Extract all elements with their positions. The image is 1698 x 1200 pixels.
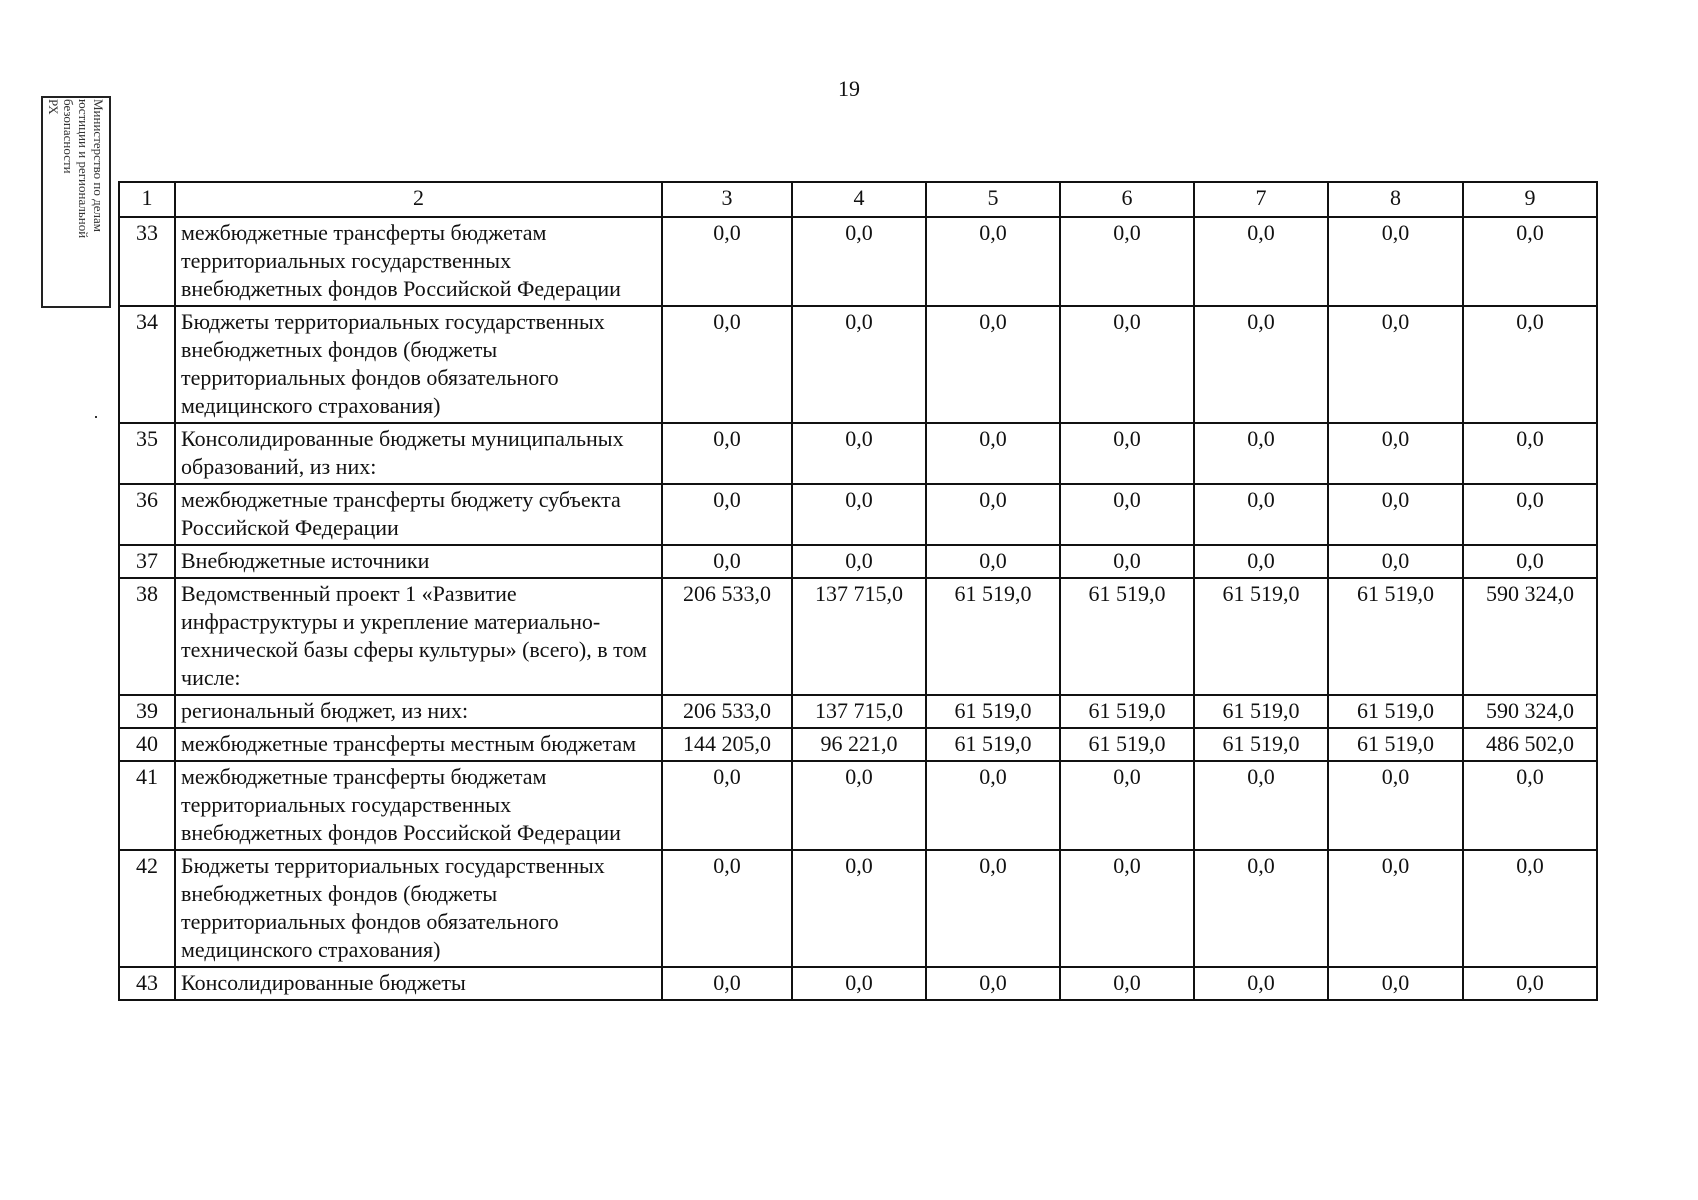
row-label: региональный бюджет, из них:: [175, 695, 662, 728]
value-cell: 0,0: [792, 484, 926, 545]
value-cell: 0,0: [1060, 850, 1194, 967]
row-label: Внебюджетные источники: [175, 545, 662, 578]
value-cell: 0,0: [1463, 423, 1597, 484]
value-cell: 61 519,0: [1194, 578, 1328, 695]
stamp-text: [46, 99, 106, 305]
value-cell: 0,0: [1194, 484, 1328, 545]
table-body: [119, 217, 1597, 1000]
value-cell: 0,0: [926, 967, 1060, 1000]
value-cell: 0,0: [926, 761, 1060, 850]
value-cell: 137 715,0: [792, 578, 926, 695]
value-cell: 0,0: [926, 217, 1060, 306]
row-number: 34: [119, 306, 175, 423]
table-row: [119, 484, 1597, 545]
value-cell: 0,0: [1194, 545, 1328, 578]
value-cell: 0,0: [926, 306, 1060, 423]
row-number: 38: [119, 578, 175, 695]
column-header-4: 4: [792, 182, 926, 217]
stamp-line: РХ: [46, 99, 61, 115]
row-number: 37: [119, 545, 175, 578]
value-cell: 61 519,0: [1194, 695, 1328, 728]
value-cell: 0,0: [1194, 967, 1328, 1000]
value-cell: 0,0: [1463, 484, 1597, 545]
row-number: 41: [119, 761, 175, 850]
value-cell: 61 519,0: [1060, 728, 1194, 761]
table-row: [119, 850, 1597, 967]
value-cell: 0,0: [1060, 967, 1194, 1000]
value-cell: 0,0: [1060, 423, 1194, 484]
value-cell: 0,0: [1328, 545, 1463, 578]
value-cell: 590 324,0: [1463, 695, 1597, 728]
value-cell: 0,0: [792, 967, 926, 1000]
row-label: Ведомственный проект 1 «Развитие инфраструктуры и укрепление материально-технической базы сферы культуры» (всего), в том числе:: [175, 578, 662, 695]
value-cell: 0,0: [792, 306, 926, 423]
value-cell: 0,0: [662, 423, 792, 484]
value-cell: 0,0: [1060, 761, 1194, 850]
value-cell: 0,0: [1194, 761, 1328, 850]
value-cell: 0,0: [1194, 850, 1328, 967]
row-label: Бюджеты территориальных государственных внебюджетных фондов (бюджеты территориальных фондов обязательного медицинского страхования): [175, 850, 662, 967]
value-cell: 61 519,0: [926, 578, 1060, 695]
scan-speck: [95, 416, 97, 418]
table-row: [119, 217, 1597, 306]
value-cell: 0,0: [1463, 967, 1597, 1000]
value-cell: 61 519,0: [1060, 578, 1194, 695]
value-cell: 61 519,0: [1194, 728, 1328, 761]
row-number: 36: [119, 484, 175, 545]
value-cell: 0,0: [1194, 306, 1328, 423]
value-cell: 0,0: [926, 850, 1060, 967]
value-cell: 0,0: [662, 484, 792, 545]
row-number: 39: [119, 695, 175, 728]
table-row: [119, 695, 1597, 728]
row-number: 33: [119, 217, 175, 306]
value-cell: 61 519,0: [926, 695, 1060, 728]
value-cell: 0,0: [662, 306, 792, 423]
value-cell: 0,0: [1194, 217, 1328, 306]
value-cell: 0,0: [662, 545, 792, 578]
value-cell: 0,0: [1060, 545, 1194, 578]
value-cell: 0,0: [792, 850, 926, 967]
row-label: межбюджетные трансферты бюджету субъекта Российской Федерации: [175, 484, 662, 545]
table-row: [119, 761, 1597, 850]
row-number: 40: [119, 728, 175, 761]
column-header-9: 9: [1463, 182, 1597, 217]
column-header-3: 3: [662, 182, 792, 217]
column-header-5: 5: [926, 182, 1060, 217]
value-cell: 144 205,0: [662, 728, 792, 761]
row-label: Консолидированные бюджеты: [175, 967, 662, 1000]
value-cell: 0,0: [662, 850, 792, 967]
value-cell: 0,0: [792, 217, 926, 306]
value-cell: 61 519,0: [1060, 695, 1194, 728]
table-row: [119, 423, 1597, 484]
value-cell: 0,0: [1328, 484, 1463, 545]
row-label: Бюджеты территориальных государственных внебюджетных фондов (бюджеты территориальных фондов обязательного медицинского страхования): [175, 306, 662, 423]
value-cell: 0,0: [1463, 545, 1597, 578]
value-cell: 0,0: [1463, 850, 1597, 967]
value-cell: 0,0: [1328, 306, 1463, 423]
value-cell: 0,0: [1463, 217, 1597, 306]
table-row: [119, 545, 1597, 578]
value-cell: 0,0: [662, 217, 792, 306]
value-cell: 0,0: [926, 484, 1060, 545]
value-cell: 0,0: [1194, 423, 1328, 484]
row-number: 35: [119, 423, 175, 484]
value-cell: 590 324,0: [1463, 578, 1597, 695]
column-header-1: 1: [119, 182, 175, 217]
header-row: [119, 182, 1597, 217]
value-cell: 206 533,0: [662, 578, 792, 695]
column-header-2: 2: [175, 182, 662, 217]
column-header-6: 6: [1060, 182, 1194, 217]
stamp-line: юстиции и региональной: [76, 99, 91, 239]
page-number: 19: [838, 76, 860, 101]
row-label: межбюджетные трансферты местным бюджетам: [175, 728, 662, 761]
table-row: [119, 967, 1597, 1000]
budget-table: [118, 181, 1598, 1001]
stamp-line: безопасности: [61, 99, 76, 174]
value-cell: 0,0: [1060, 484, 1194, 545]
row-label: межбюджетные трансферты бюджетам территориальных государственных внебюджетных фондов Российской Федерации: [175, 761, 662, 850]
table-row: [119, 578, 1597, 695]
stamp-line: Министерство по делам: [91, 99, 106, 232]
value-cell: 61 519,0: [1328, 695, 1463, 728]
value-cell: 0,0: [1328, 761, 1463, 850]
row-number: 43: [119, 967, 175, 1000]
value-cell: 0,0: [792, 423, 926, 484]
table-row: [119, 306, 1597, 423]
registration-stamp: [41, 96, 111, 308]
value-cell: 0,0: [1328, 967, 1463, 1000]
value-cell: 0,0: [662, 761, 792, 850]
row-label: межбюджетные трансферты бюджетам территориальных государственных внебюджетных фондов Российской Федерации: [175, 217, 662, 306]
value-cell: 0,0: [1463, 306, 1597, 423]
value-cell: 0,0: [926, 423, 1060, 484]
value-cell: 61 519,0: [1328, 728, 1463, 761]
value-cell: 0,0: [1463, 761, 1597, 850]
table-row: [119, 728, 1597, 761]
value-cell: 61 519,0: [1328, 578, 1463, 695]
value-cell: 137 715,0: [792, 695, 926, 728]
column-header-7: 7: [1194, 182, 1328, 217]
value-cell: 0,0: [1328, 217, 1463, 306]
value-cell: 0,0: [1060, 217, 1194, 306]
value-cell: 96 221,0: [792, 728, 926, 761]
value-cell: 0,0: [1060, 306, 1194, 423]
value-cell: 61 519,0: [926, 728, 1060, 761]
value-cell: 0,0: [1328, 850, 1463, 967]
value-cell: 486 502,0: [1463, 728, 1597, 761]
value-cell: 0,0: [1328, 423, 1463, 484]
column-header-8: 8: [1328, 182, 1463, 217]
value-cell: 0,0: [662, 967, 792, 1000]
value-cell: 0,0: [926, 545, 1060, 578]
row-label: Консолидированные бюджеты муниципальных образований, из них:: [175, 423, 662, 484]
row-number: 42: [119, 850, 175, 967]
value-cell: 206 533,0: [662, 695, 792, 728]
value-cell: 0,0: [792, 545, 926, 578]
value-cell: 0,0: [792, 761, 926, 850]
